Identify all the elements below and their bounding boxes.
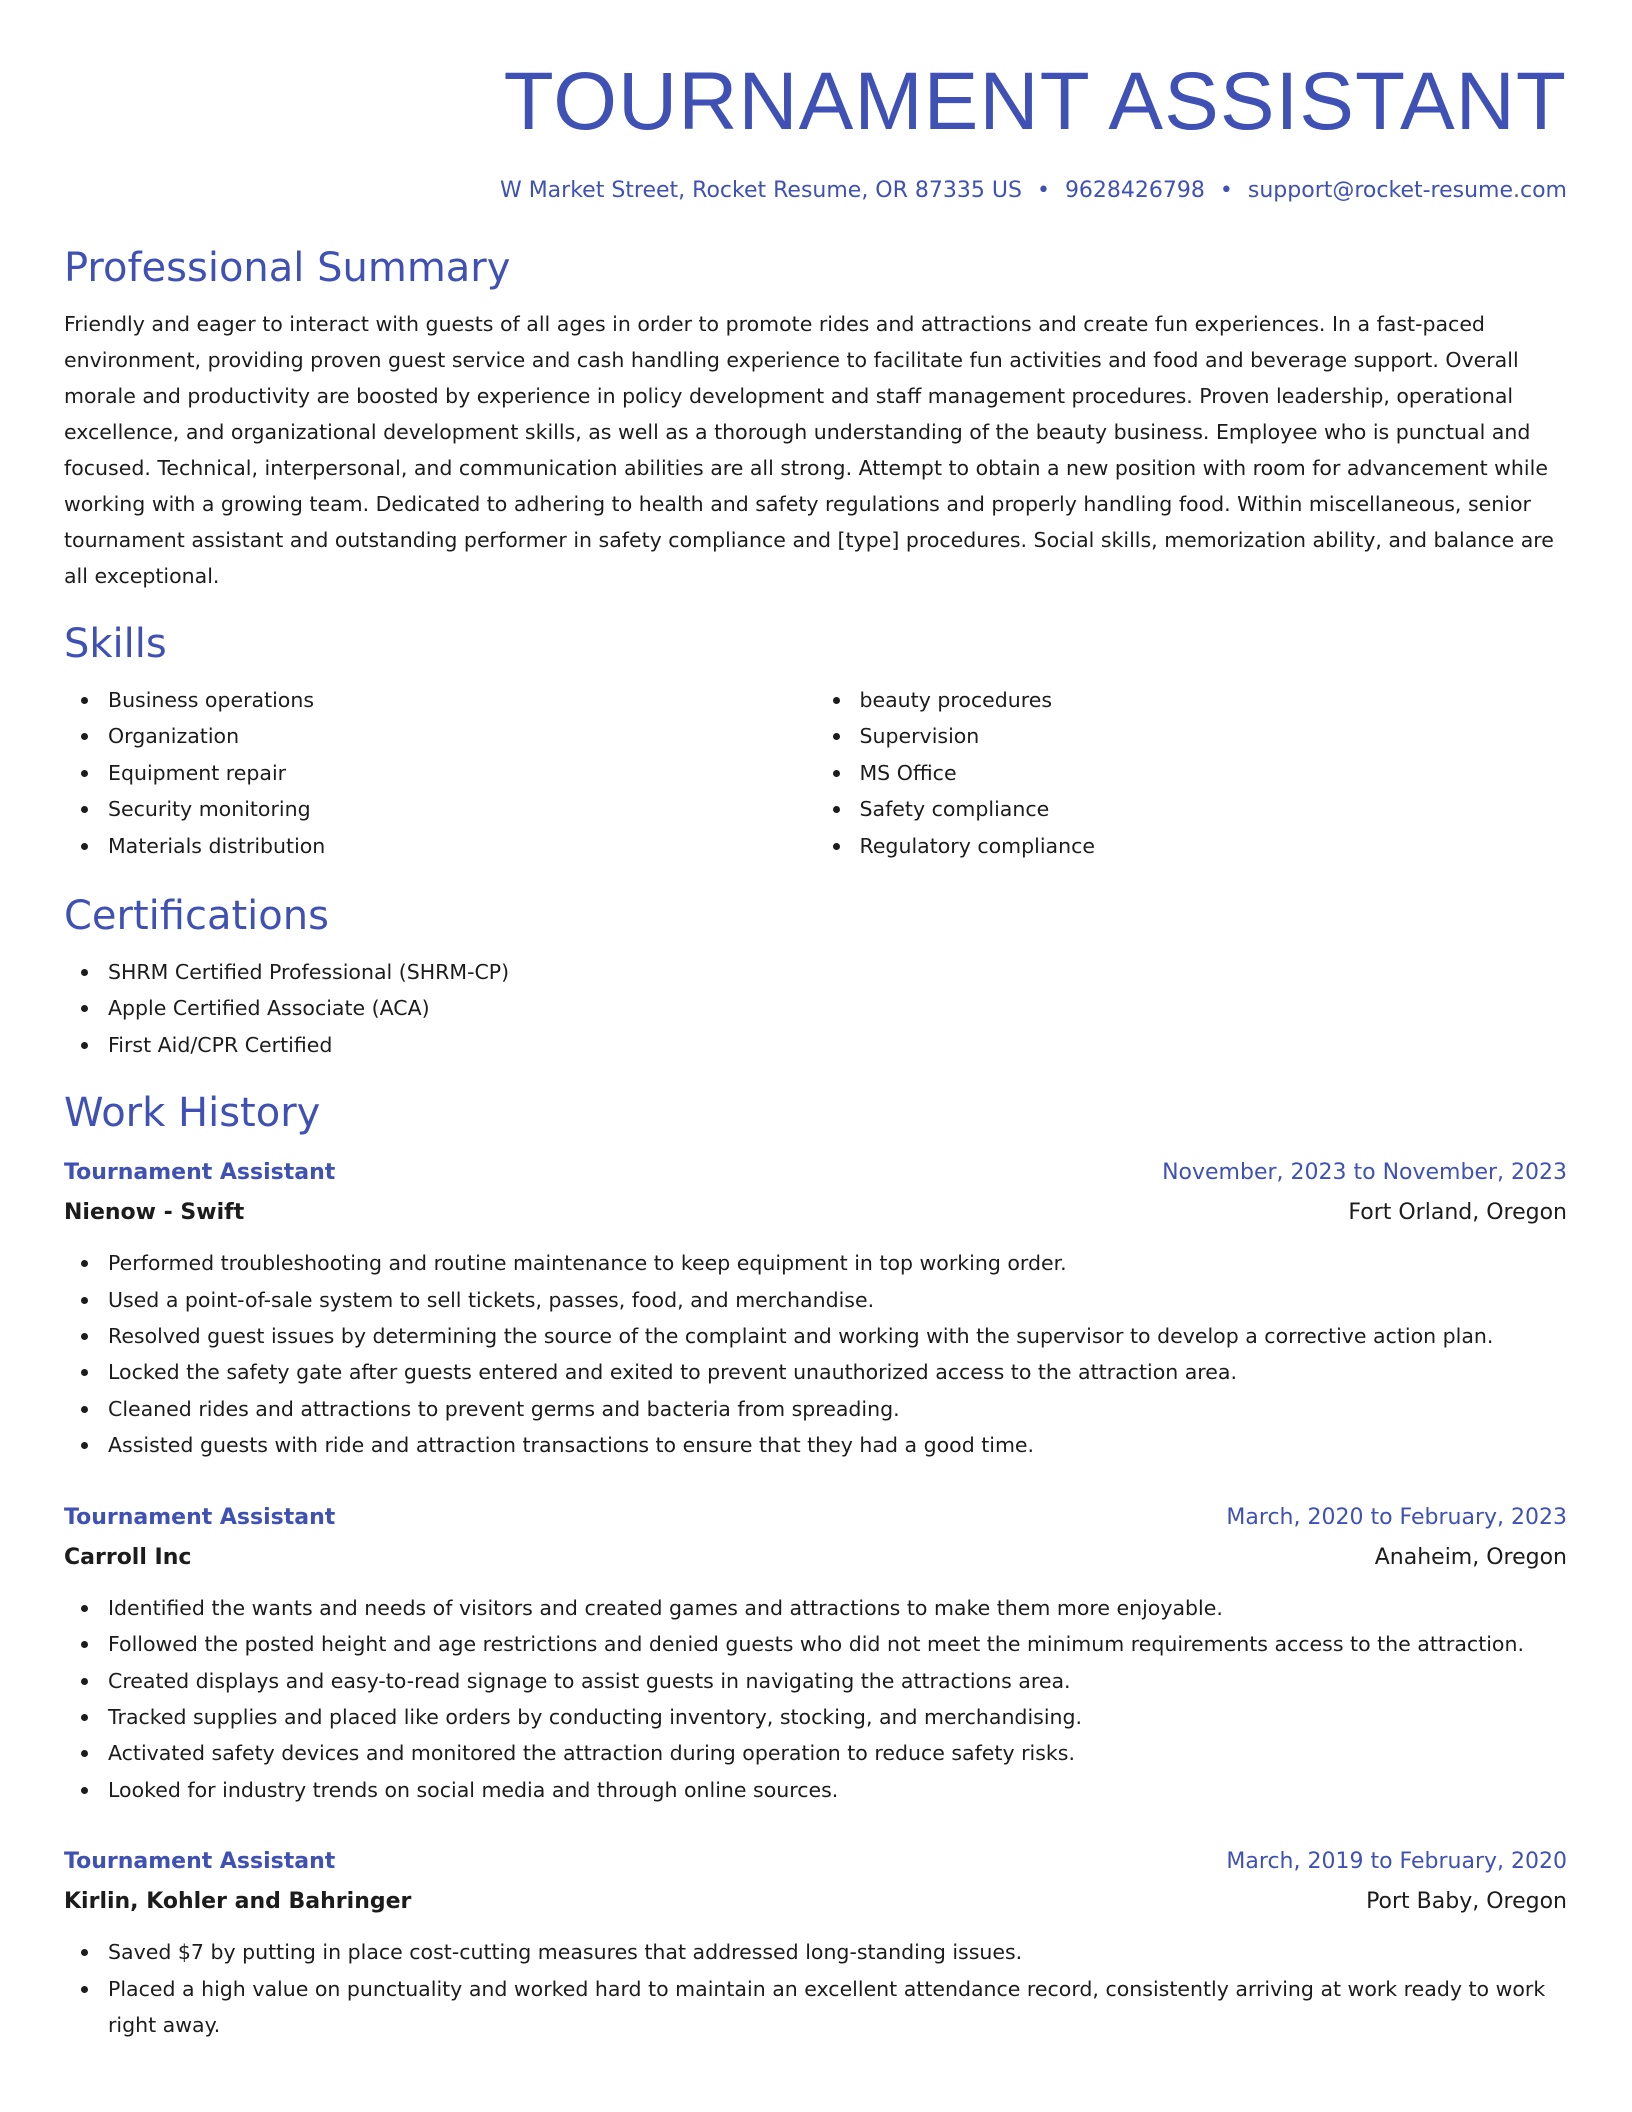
certifications-list <box>64 954 1567 1063</box>
certifications-section <box>64 892 1567 1063</box>
certification-item: First Aid/CPR Certified <box>108 1027 1567 1063</box>
skill-item: beauty procedures <box>860 682 1568 718</box>
section-title-certifications: Certifications <box>64 893 329 940</box>
job-duties-list <box>64 1245 1567 1463</box>
job-duty: Tracked supplies and placed like orders by conducting inventory, stocking, and merchandising. <box>108 1699 1567 1735</box>
job-header-row <box>64 1498 1567 1538</box>
skill-item: Supervision <box>860 718 1568 754</box>
job-duty: Cleaned rides and attractions to prevent germs and bacteria from spreading. <box>108 1391 1567 1427</box>
section-title-work-history: Work History <box>64 1090 321 1137</box>
job-company-row <box>64 1538 1567 1578</box>
job-duty: Activated safety devices and monitored the attraction during operation to reduce safety risks. <box>108 1735 1567 1771</box>
address: W Market Street, Rocket Resume, OR 87335 US <box>499 178 1022 203</box>
company-name: Carroll Inc <box>64 1544 192 1570</box>
resume-header <box>64 0 1567 206</box>
job-entry <box>64 1498 1567 1808</box>
job-duty: Assisted guests with ride and attraction transactions to ensure that they had a good time. <box>108 1427 1567 1463</box>
job-title: Tournament Assistant <box>64 1504 336 1530</box>
job-dates: November, 2023 to November, 2023 <box>1162 1160 1567 1186</box>
job-duty: Identified the wants and needs of visitors and created games and attractions to make them more enjoyable. <box>108 1590 1567 1626</box>
section-title-skills: Skills <box>64 621 167 667</box>
job-duty: Placed a high value on punctuality and worked hard to maintain an excellent attendance record, consistently arriving at work ready to work right away. <box>108 1971 1567 2044</box>
job-duty: Saved $7 by putting in place cost-cutting measures that addressed long-standing issues. <box>108 1934 1567 1970</box>
job-company-row <box>64 1193 1567 1233</box>
job-dates: March, 2019 to February, 2020 <box>1226 1849 1567 1875</box>
phone: 9628426798 <box>1064 178 1205 203</box>
job-duty: Used a point-of-sale system to sell tickets, passes, food, and merchandise. <box>108 1282 1567 1318</box>
job-duties-list <box>64 1590 1567 1808</box>
job-location: Port Baby, Oregon <box>1366 1889 1567 1915</box>
certification-item: Apple Certified Associate (ACA) <box>108 990 1567 1026</box>
skill-item: Equipment repair <box>108 755 816 791</box>
skills-section <box>64 620 1567 864</box>
separator-dot: • <box>1036 178 1050 203</box>
skill-item: Business operations <box>108 682 816 718</box>
job-duty: Locked the safety gate after guests entered and exited to prevent unauthorized access to the attraction area. <box>108 1354 1567 1390</box>
skill-item: Organization <box>108 718 816 754</box>
company-name: Kirlin, Kohler and Bahringer <box>64 1889 412 1915</box>
job-dates: March, 2020 to February, 2023 <box>1226 1504 1567 1530</box>
job-duties-list <box>64 1934 1567 2043</box>
separator-dot: • <box>1219 178 1233 203</box>
job-duty: Created displays and easy-to-read signage to assist guests in navigating the attractions area. <box>108 1663 1567 1699</box>
job-duty: Followed the posted height and age restrictions and denied guests who did not meet the minimum requirements access to the attraction. <box>108 1626 1567 1662</box>
candidate-name: TOURNAMENT ASSISTANT <box>503 56 1567 147</box>
job-entry <box>64 1153 1567 1463</box>
section-title-summary: Professional Summary <box>64 245 511 291</box>
skill-item: MS Office <box>860 755 1568 791</box>
summary-section <box>64 244 1567 594</box>
work-history-section <box>64 1089 1567 2043</box>
company-name: Nienow - Swift <box>64 1200 245 1226</box>
job-location: Anaheim, Oregon <box>1374 1544 1567 1570</box>
summary-text: Friendly and eager to interact with guests of all ages in order to promote rides and attractions and create fun experiences. In a fast-paced environment, providing proven guest service and cash handling experience to facilitate fun activities and food and beverage support. Overall morale and productivity are boosted by experience in policy development and staff management procedures. Proven leadership, operational excellence, and organizational development skills, as well as a thorough understanding of the beauty business. Employee who is punctual and focused. Technical, interpersonal, and communication abilities are all strong. Attempt to obtain a new position with room for advancement while working with a growing team. Dedicated to adhering to health and safety regulations and properly handling food. Within miscellaneous, senior tournament assistant and outstanding performer in safety compliance and [type] procedures. Social skills, memorization ability, and balance are all exceptional. <box>64 312 1554 588</box>
job-entry <box>64 1842 1567 2043</box>
job-header-row <box>64 1153 1567 1193</box>
skills-list-right <box>816 682 1568 864</box>
skills-column-right <box>816 682 1568 864</box>
skills-columns <box>64 682 1567 864</box>
skills-list-left <box>64 682 816 864</box>
skill-item: Regulatory compliance <box>860 828 1568 864</box>
resume-page <box>64 0 1567 2043</box>
job-duty: Performed troubleshooting and routine maintenance to keep equipment in top working order. <box>108 1245 1567 1281</box>
job-header-row <box>64 1842 1567 1882</box>
skill-item: Security monitoring <box>108 791 816 827</box>
job-title: Tournament Assistant <box>64 1849 336 1875</box>
email: support@rocket-resume.com <box>1247 178 1567 203</box>
job-duty: Resolved guest issues by determining the source of the complaint and working with the supervisor to develop a corrective action plan. <box>108 1318 1567 1354</box>
job-location: Fort Orland, Oregon <box>1348 1200 1567 1226</box>
job-company-row <box>64 1882 1567 1922</box>
job-title: Tournament Assistant <box>64 1160 336 1186</box>
certification-item: SHRM Certified Professional (SHRM-CP) <box>108 954 1567 990</box>
skill-item: Materials distribution <box>108 828 816 864</box>
job-duty: Looked for industry trends on social media and through online sources. <box>108 1772 1567 1808</box>
skills-column-left <box>64 682 816 864</box>
skill-item: Safety compliance <box>860 791 1568 827</box>
contact-line <box>64 176 1567 206</box>
